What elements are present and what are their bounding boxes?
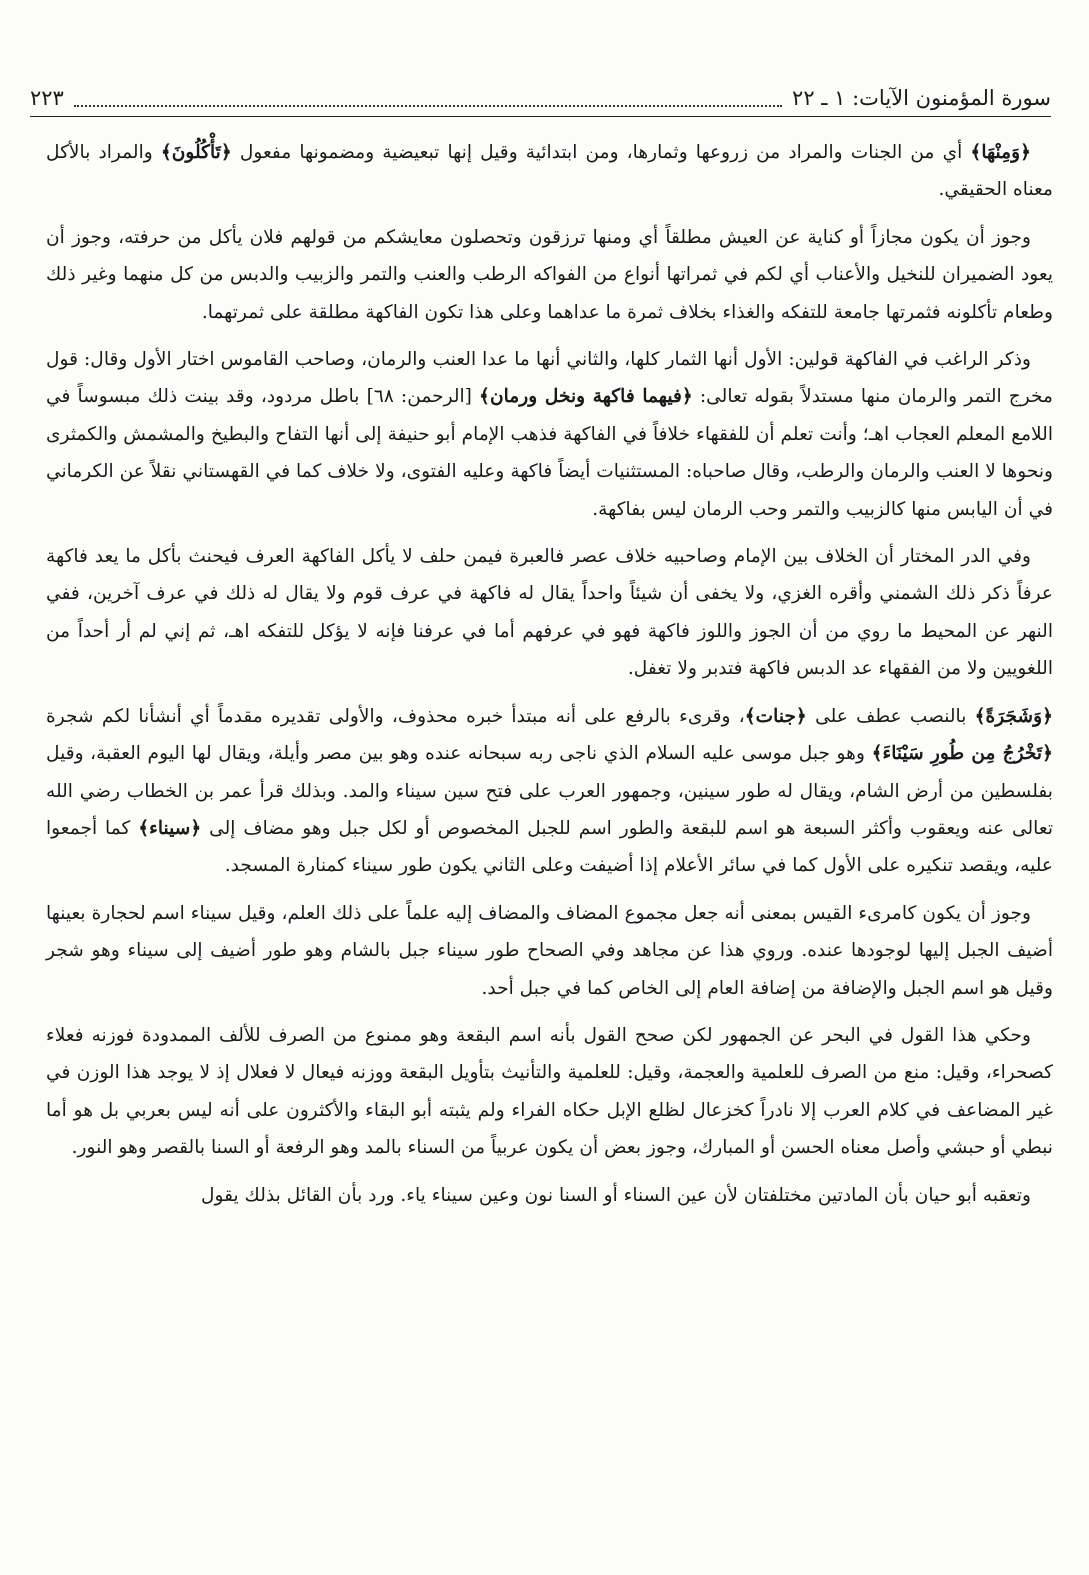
paragraph-text: وهو جبل موسى عليه السلام الذي ناجى ربه سبحانه عنده وهو بين مصر وأيلة، ويقال لها اليوم العقبة، وقيل بفلسطين من أرض الشام، ويقال له طور سينين، وجمهور العرب على فتح سين سيناء والمد. وبذلك قرأ عمر بن الخطاب رضي الله تعالى عنه ويعقوب وأكثر السبعة هو اسم للبقعة والطور اسم للجبل المخصوص أو لكل جبل وهو مضاف إلى bbox=[46, 743, 1053, 839]
paragraph-text: وجوز أن يكون كامرىء القيس بمعنى أنه جعل مجموع المضاف والمضاف إليه علماً على ذلك العلم، وقيل سيناء اسم لحجارة بعينها أضيف الجبل إليها لوجودها عنده. وروي هذا عن مجاهد وفي الصحاح طور سيناء جبل بالشام وهو طور أضيف إلى سيناء وهو شجر وقيل هو اسم الجبل والإضافة من إضافة العام إلى الخاص كما في جبل أحد. bbox=[46, 902, 1053, 999]
paragraph bbox=[46, 219, 1053, 331]
running-header bbox=[30, 80, 1051, 117]
quranic-quote: ﴿سيناء﴾ bbox=[138, 817, 202, 839]
paragraph bbox=[46, 341, 1053, 528]
paragraph-text: والمراد بالأكل معناه الحقيقي. bbox=[46, 142, 1053, 201]
paragraph-text: بالنصب عطف على bbox=[806, 705, 975, 727]
paragraph-text: ، وقرىء بالرفع على أنه مبتدأ خبره محذوف، والأولى تقديره مقدماً أي أنشأنا لكم شجرة bbox=[46, 705, 745, 727]
quranic-quote: ﴿تَخْرُجُ مِن طُورِ سَيْنَاءَ﴾ bbox=[871, 743, 1054, 765]
quranic-quote: ﴿فيهما فاكهة ونخل ورمان﴾ bbox=[479, 386, 693, 408]
page-body bbox=[46, 134, 1053, 1567]
quranic-quote: ﴿جنات﴾ bbox=[744, 705, 807, 727]
page-number: ٢٢٣ bbox=[30, 86, 64, 110]
header-dot-leader bbox=[74, 105, 782, 107]
paragraph-text: كما أجمعوا عليه، ويقصد تنكيره على الأول كما في سائر الأعلام إذا أضيفت وعلى الثاني يكون طور سيناء كمنارة المسجد. bbox=[46, 817, 1053, 877]
paragraph-text: وجوز أن يكون مجازاً أو كناية عن العيش مطلقاً أي ومنها ترزقون وتحصلون معايشكم من قولهم فلان يأكل من حرفته، وجوز أن يعود الضميران للنخيل والأعناب أي لكم في ثمراتها أنواع من الفواكه الرطب والعنب والتمر والزبيب والدبس من كل منهما وغير ذلك وطعام تأكلونه فثمرتها جامعة للتفكه والغذاء بخلاف ثمرة ما عداهما وعلى هذا تكون الفاكهة مطلقة على ثمرتهما. bbox=[46, 226, 1053, 323]
paragraph bbox=[46, 134, 1053, 209]
paragraph-text: وحكي هذا القول في البحر عن الجمهور لكن صحح القول بأنه اسم البقعة وهو ممنوع من الصرف للألف الممدودة فوزنه فعلاء كصحراء، وقيل: منع من الصرف للعلمية والعجمة، وقيل: للعلمية والتأنيث بتأويل البقعة ووزنه فيعال لا فعلال إذ لا يوجد هذا الوزن في غير المضاعف في كلام العرب إلا نادراً كخزعال لظلع الإبل حكاه الفراء ولم يثبته أبو البقاء والأكثرون على أنه ليس بعربي بل هو أما نبطي أو حبشي وأصل معناه الحسن أو المبارك، وجوز بعض أن يكون عربياً من السناء بالمد وهو الرفعة أو السنا بالقصر وهو النور. bbox=[46, 1024, 1053, 1159]
quranic-quote: ﴿وَمِنْهَا﴾ bbox=[970, 142, 1031, 163]
paragraph-text: وتعقبه أبو حيان بأن المادتين مختلفتان لأن عين السناء أو السنا نون وعين سيناء ياء. ورد بأن القائل بذلك يقول bbox=[200, 1184, 1031, 1206]
paragraph-text: وذكر الراغب في الفاكهة قولين: الأول أنها الثمار كلها، والثاني أنها ما عدا العنب والرمان، وصاحب القاموس اختار الأول وقال: قول مخرج التمر والرمان منها مستدلاً بقوله تعالى: bbox=[46, 349, 1053, 408]
paragraph bbox=[46, 895, 1053, 1007]
surah-title: سورة المؤمنون الآيات: ١ ـ ٢٢ bbox=[792, 86, 1051, 110]
quranic-quote: ﴿تَأْكُلُونَ﴾ bbox=[160, 142, 232, 163]
paragraph-text: أي من الجنات والمراد من زروعها وثمارها، ومن ابتدائية وقيل إنها تبعيضية ومضمونها مفعول bbox=[231, 142, 971, 163]
paragraph bbox=[46, 698, 1053, 885]
paragraph-text: [الرحمن: ٦٨] باطل مردود، وقد بينت ذلك مبسوساً في اللامع المعلم العجاب اهـ؛ وأنت تعلم أن للفقهاء خلافاً في الفاكهة فذهب الإمام أبو حنيفة إلى أنها التفاح والبطيخ والمشمش والكمثرى ونحوها لا العنب والرمان والرطب، وقال صاحباه: المستثنيات أيضاً فاكهة وعليه الفتوى، ولا خلاف كما في القهستاني نقلاً عن الكرماني في أن اليابس منها كالزبيب والتمر وحب الرمان ليس بفاكهة. bbox=[46, 386, 1053, 520]
quranic-quote: ﴿وَشَجَرَةً﴾ bbox=[974, 705, 1053, 727]
paragraph-text: وفي الدر المختار أن الخلاف بين الإمام وصاحبيه خلاف عصر فالعبرة فيمن حلف لا يأكل الفاكهة العرف فيحنث بأكل ما يعد فاكهة عرفاً ذكر ذلك الشمني وأقره الغزي، ولا يخفى أن شيئاً واحداً يقال له فاكهة في عرف قوم ولا يقال له ذلك في عرف آخرين، ففي النهر عن المحيط ما روي من أن الجوز واللوز فاكهة فهو في عرفهم أما في عرفنا فإنه لا يؤكل للتفكه اهـ، ثم إني لم أر أحداً من اللغويين ولا من الفقهاء عد الدبس فاكهة فتدبر ولا تغفل. bbox=[46, 546, 1053, 680]
paragraph bbox=[46, 1017, 1053, 1167]
paragraph bbox=[46, 1177, 1053, 1214]
paragraph bbox=[46, 538, 1053, 688]
